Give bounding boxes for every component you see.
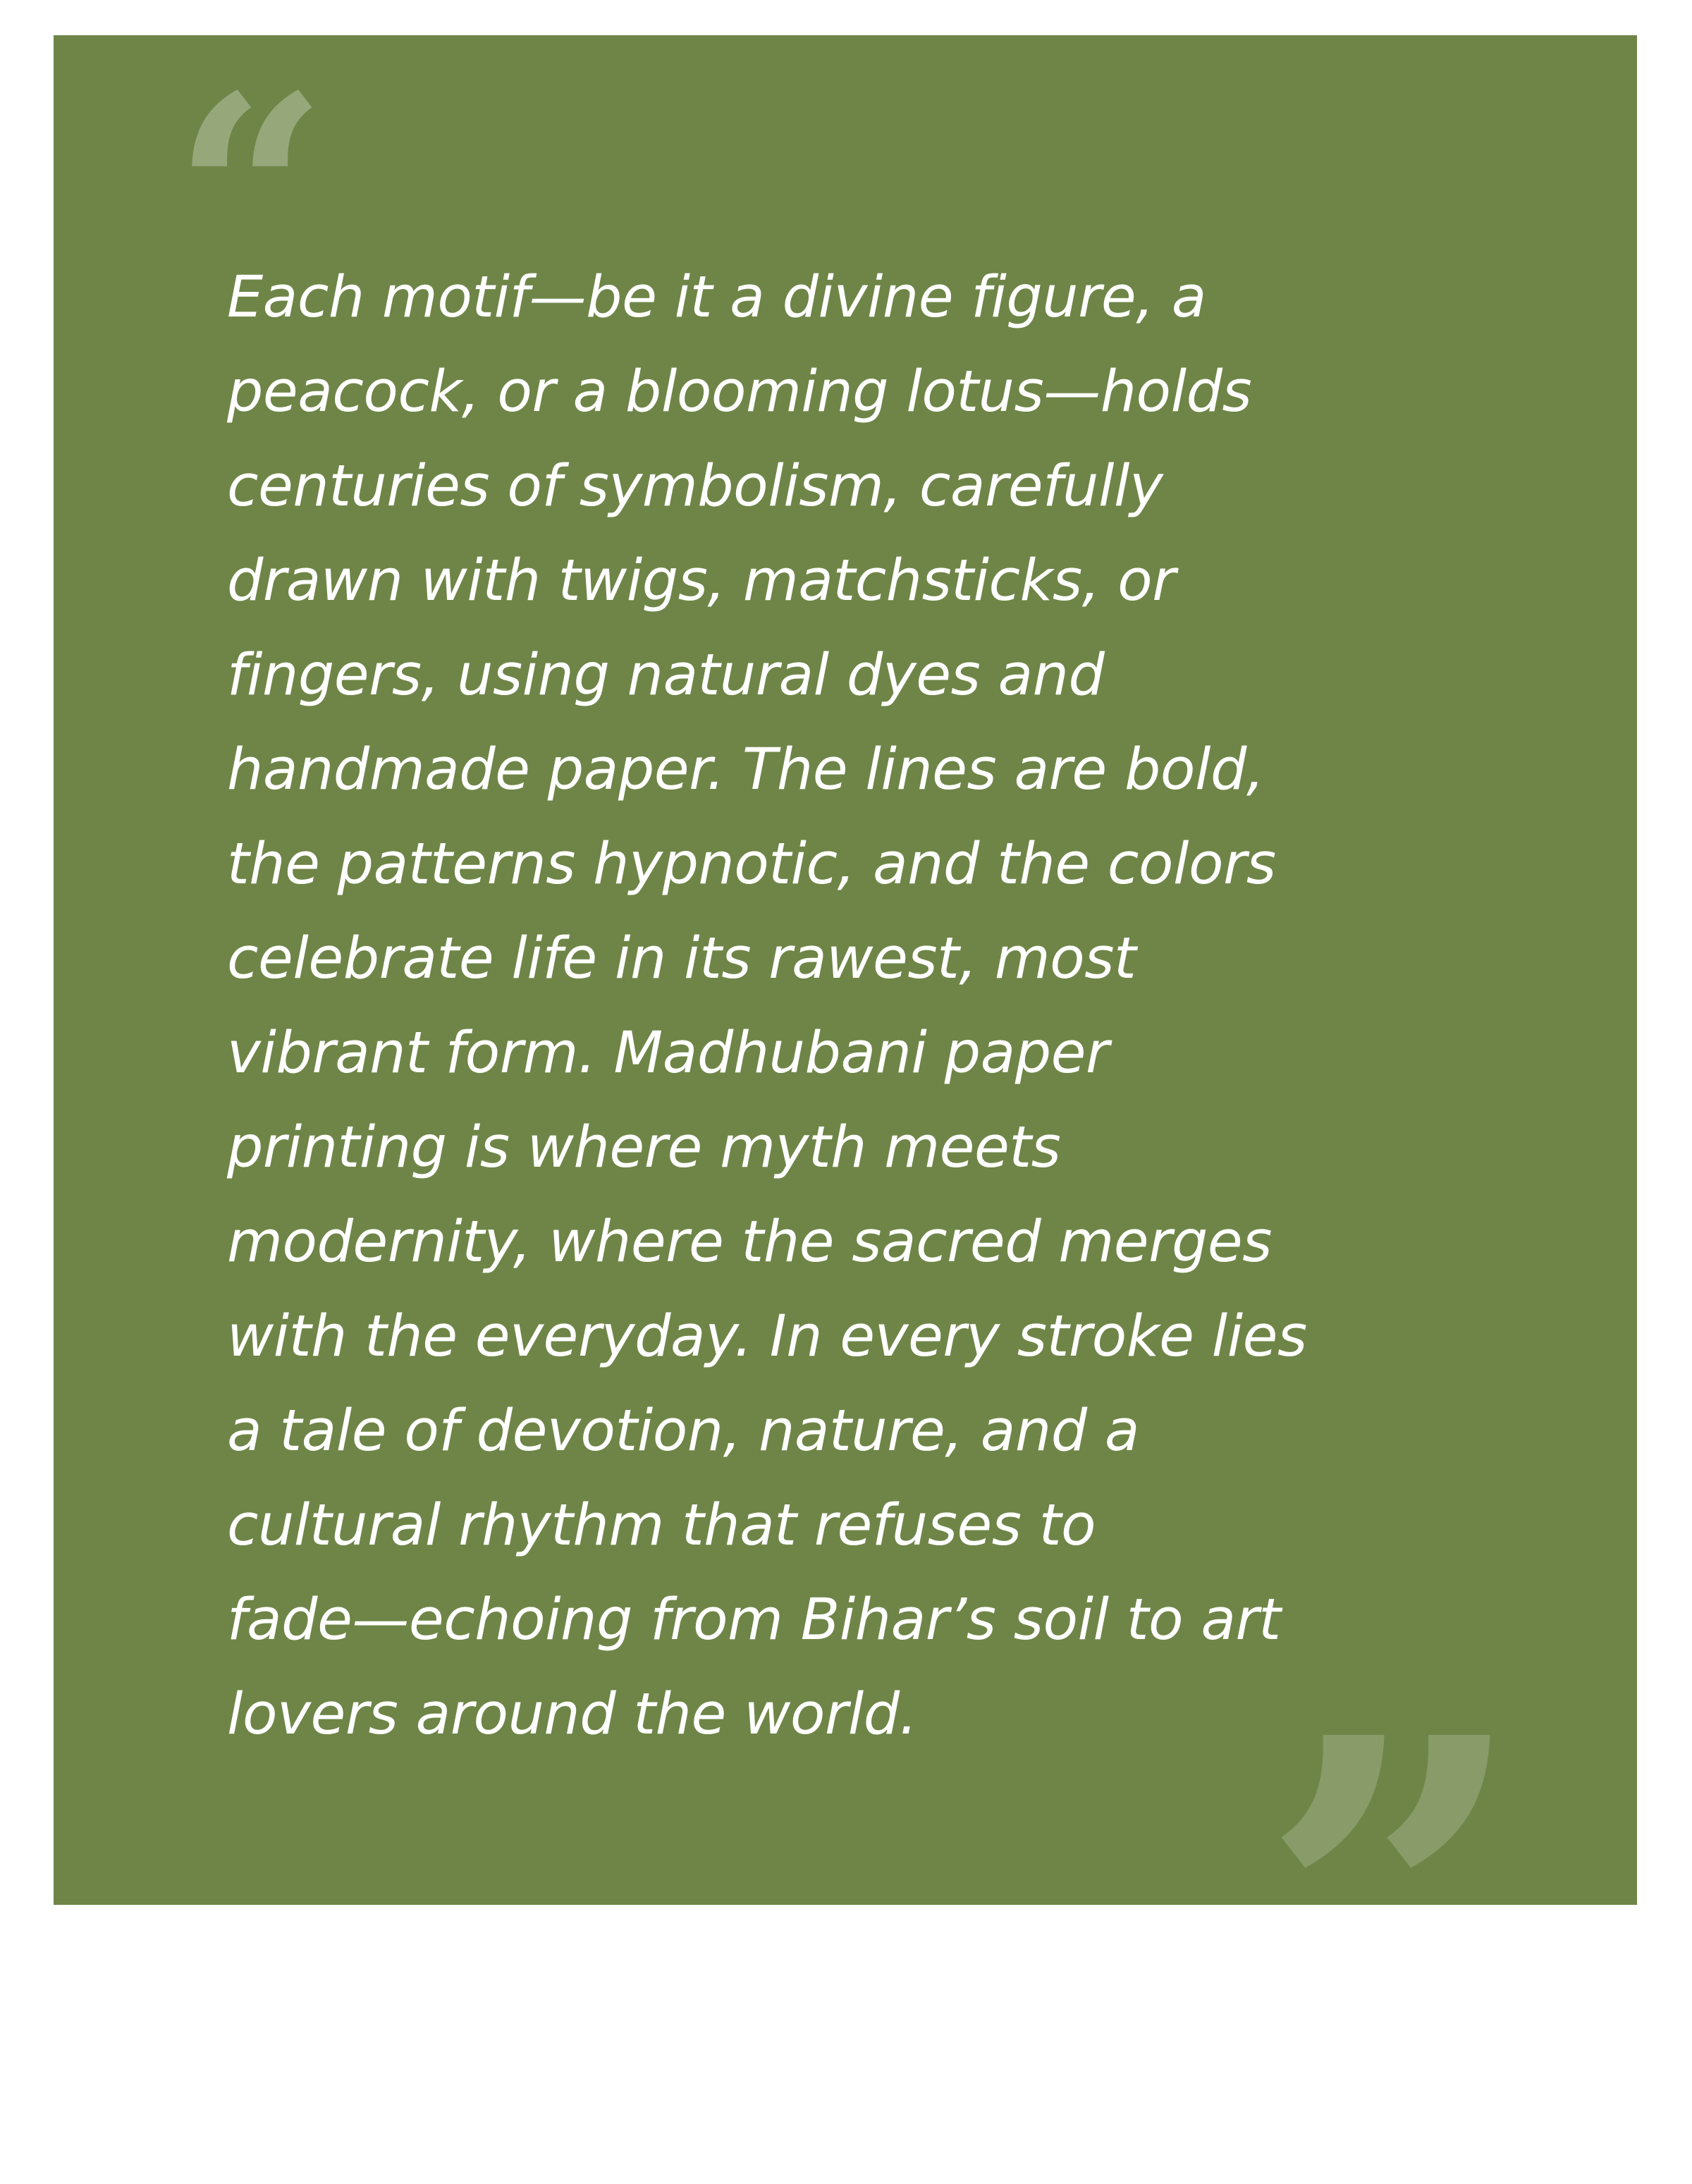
quote-line: a tale of devotion, nature, and a [227,1398,1140,1464]
quote-line: cultural rhythm that refuses to [227,1492,1096,1559]
quote-line: lovers around the world. [227,1681,917,1748]
quote-line: drawn with twigs, matchsticks, or [227,548,1176,614]
open-quote-icon: “ [173,37,328,352]
quote-text [227,250,1496,1762]
quote-line: with the everyday. In every stroke lies [227,1303,1307,1370]
quote-line: fade—echoing from Bihar’s soil to art [227,1587,1281,1653]
quote-line: peacock, or a blooming lotus—holds [227,359,1252,425]
quote-line: Each motif—be it a divine figure, a [227,264,1206,331]
quote-line: handmade paper. The lines are bold, [227,737,1265,803]
quote-line: celebrate life in its rawest, most [227,926,1136,992]
quote-card [54,35,1637,2184]
quote-line: centuries of symbolism, carefully [227,453,1163,520]
close-quote-icon: ” [1259,1637,1527,2184]
quote-line: fingers, using natural dyes and [227,642,1105,708]
quote-line: vibrant form. Madhubani paper [227,1020,1109,1086]
quote-line: printing is where myth meets [227,1115,1061,1181]
quote-line: modernity, where the sacred merges [227,1209,1272,1275]
quote-line: the patterns hypnotic, and the colors [227,831,1276,897]
